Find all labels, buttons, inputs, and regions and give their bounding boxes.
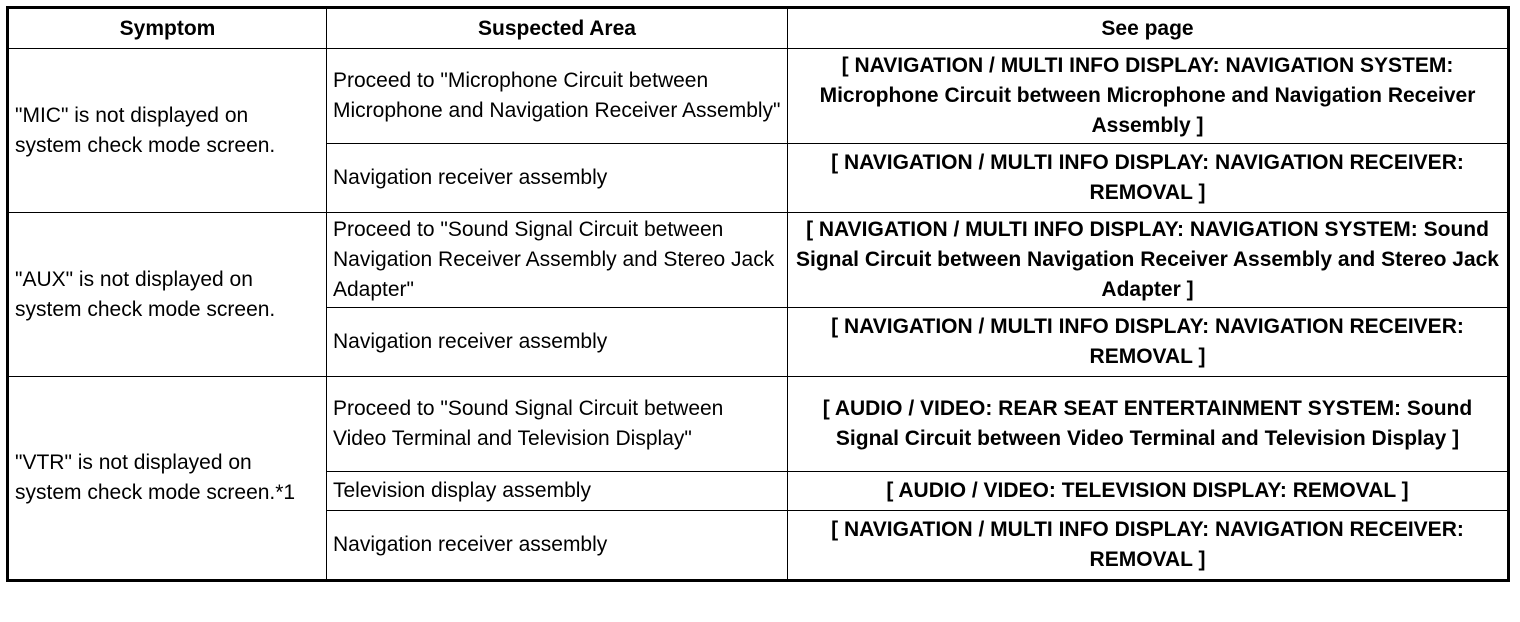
diagnostic-table xyxy=(6,6,1510,582)
see-page-link[interactable]: [ AUDIO / VIDEO: TELEVISION DISPLAY: REMOVAL ] xyxy=(788,472,1509,511)
suspected-area-cell: Proceed to "Sound Signal Circuit between Video Terminal and Television Display" xyxy=(327,377,788,472)
see-page-link[interactable]: [ AUDIO / VIDEO: REAR SEAT ENTERTAINMENT SYSTEM: Sound Signal Circuit between Video Terminal and Television Display ] xyxy=(788,377,1509,472)
symptom-cell: "AUX" is not displayed on system check mode screen. xyxy=(8,213,327,377)
symptom-cell: "VTR" is not displayed on system check mode screen.*1 xyxy=(8,377,327,581)
table-row xyxy=(8,49,1509,144)
suspected-area-cell: Television display assembly xyxy=(327,472,788,511)
table-row xyxy=(8,213,1509,308)
see-page-link[interactable]: [ NAVIGATION / MULTI INFO DISPLAY: NAVIGATION RECEIVER: REMOVAL ] xyxy=(788,511,1509,581)
see-page-link[interactable]: [ NAVIGATION / MULTI INFO DISPLAY: NAVIGATION SYSTEM: Microphone Circuit between Microphone and Navigation Receiver Assembly ] xyxy=(788,49,1509,144)
table-row xyxy=(8,377,1509,472)
suspected-area-cell: Proceed to "Sound Signal Circuit between Navigation Receiver Assembly and Stereo Jack Adapter" xyxy=(327,213,788,308)
symptom-cell: "MIC" is not displayed on system check mode screen. xyxy=(8,49,327,213)
suspected-area-cell: Proceed to "Microphone Circuit between Microphone and Navigation Receiver Assembly" xyxy=(327,49,788,144)
see-page-link[interactable]: [ NAVIGATION / MULTI INFO DISPLAY: NAVIGATION RECEIVER: REMOVAL ] xyxy=(788,308,1509,377)
suspected-area-cell: Navigation receiver assembly xyxy=(327,308,788,377)
see-page-link[interactable]: [ NAVIGATION / MULTI INFO DISPLAY: NAVIGATION SYSTEM: Sound Signal Circuit between Navigation Receiver Assembly and Stereo Jack Adapter ] xyxy=(788,213,1509,308)
header-symptom: Symptom xyxy=(8,8,327,49)
see-page-link[interactable]: [ NAVIGATION / MULTI INFO DISPLAY: NAVIGATION RECEIVER: REMOVAL ] xyxy=(788,144,1509,213)
header-see-page: See page xyxy=(788,8,1509,49)
header-row xyxy=(8,8,1509,49)
suspected-area-cell: Navigation receiver assembly xyxy=(327,144,788,213)
header-suspected-area: Suspected Area xyxy=(327,8,788,49)
suspected-area-cell: Navigation receiver assembly xyxy=(327,511,788,581)
